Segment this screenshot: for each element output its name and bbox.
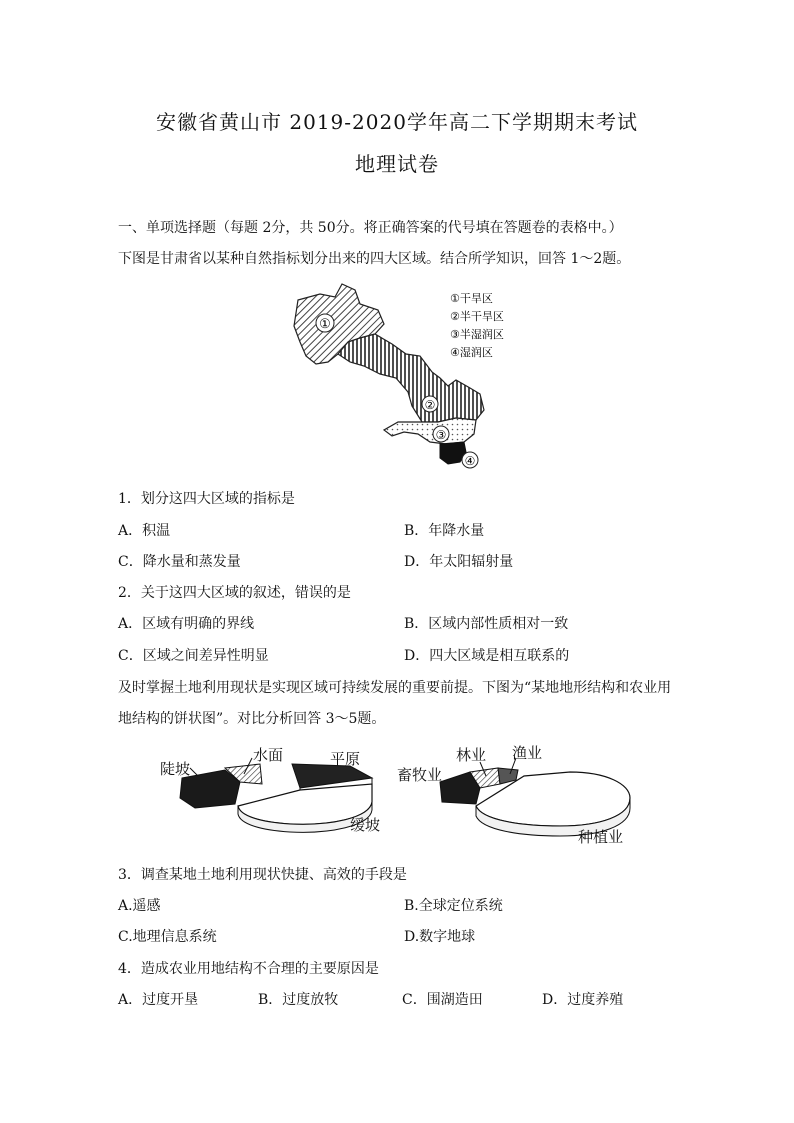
q4-option-a[interactable]: A．过度开垦 bbox=[118, 992, 199, 1008]
q3-option-a[interactable]: A.遥感 bbox=[118, 898, 161, 914]
terrain-label-water: 水面 bbox=[253, 746, 284, 764]
legend-item-2: ②半干旱区 bbox=[450, 310, 504, 323]
q1-option-c[interactable]: C．降水量和蒸发量 bbox=[118, 554, 241, 570]
terrain-label-steep: 陡坡 bbox=[160, 760, 191, 778]
page-subtitle: 地理试卷 bbox=[355, 152, 439, 176]
q3-option-d[interactable]: D.数字地球 bbox=[404, 929, 476, 945]
intro-text-2a: 及时掌握土地利用现状是实现区域可持续发展的重要前提。下图为“某地地形结构和农业用 bbox=[118, 680, 672, 696]
section-heading: 一、单项选择题（每题 2分，共 50分。将正确答案的代号填在答题卷的表格中。） bbox=[118, 220, 623, 236]
page-title: 安徽省黄山市 2019-2020学年高二下学期期末考试 bbox=[156, 110, 638, 134]
agri-label-livestock: 畜牧业 bbox=[397, 766, 443, 784]
region-label-2: ② bbox=[424, 398, 436, 412]
q2-option-b[interactable]: B．区域内部性质相对一致 bbox=[404, 616, 569, 632]
q4-stem: 4．造成农业用地结构不合理的主要原因是 bbox=[118, 961, 379, 977]
legend-item-3: ③半湿润区 bbox=[450, 328, 504, 341]
intro-text-1: 下图是甘肃省以某种自然指标划分出来的四大区域。结合所学知识，回答 1～2题。 bbox=[118, 251, 631, 267]
gansu-region-map bbox=[280, 282, 520, 472]
region-semihumid bbox=[384, 418, 476, 444]
q2-option-d[interactable]: D．四大区域是相互联系的 bbox=[404, 648, 570, 664]
intro-text-2b: 地结构的饼状图”。对比分析回答 3～5题。 bbox=[118, 711, 386, 727]
q3-option-b[interactable]: B.全球定位系统 bbox=[404, 898, 503, 914]
legend-item-4: ④湿润区 bbox=[450, 346, 493, 359]
q4-option-b[interactable]: B．过度放牧 bbox=[258, 992, 339, 1008]
gansu-map-svg bbox=[280, 282, 520, 472]
region-label-1: ① bbox=[319, 317, 331, 332]
q1-option-b[interactable]: B．年降水量 bbox=[404, 523, 485, 539]
q1-option-d[interactable]: D．年太阳辐射量 bbox=[404, 554, 514, 570]
q1-option-a[interactable]: A．积温 bbox=[118, 523, 171, 539]
legend-item-1: ①干旱区 bbox=[450, 292, 493, 305]
q3-option-c[interactable]: C.地理信息系统 bbox=[118, 929, 217, 945]
q1-stem: 1．划分这四大区域的指标是 bbox=[118, 491, 295, 507]
q2-option-a[interactable]: A．区域有明确的界线 bbox=[118, 616, 255, 632]
terrain-label-gentle: 缓坡 bbox=[350, 816, 381, 834]
q2-option-c[interactable]: C．区域之间差异性明显 bbox=[118, 648, 269, 664]
region-label-3: ③ bbox=[435, 428, 447, 442]
terrain-label-plain: 平原 bbox=[330, 750, 361, 768]
q4-option-d[interactable]: D．过度养殖 bbox=[542, 992, 624, 1008]
agri-label-forestry: 林业 bbox=[456, 746, 487, 764]
agri-label-fishery: 渔业 bbox=[512, 744, 543, 762]
region-label-4: ④ bbox=[464, 454, 476, 468]
agri-label-crop: 种植业 bbox=[578, 828, 624, 846]
q4-option-c[interactable]: C．围湖造田 bbox=[402, 992, 483, 1008]
q2-stem: 2．关于这四大区域的叙述，错误的是 bbox=[118, 585, 351, 601]
q3-stem: 3．调查某地土地利用现状快捷、高效的手段是 bbox=[118, 867, 407, 883]
